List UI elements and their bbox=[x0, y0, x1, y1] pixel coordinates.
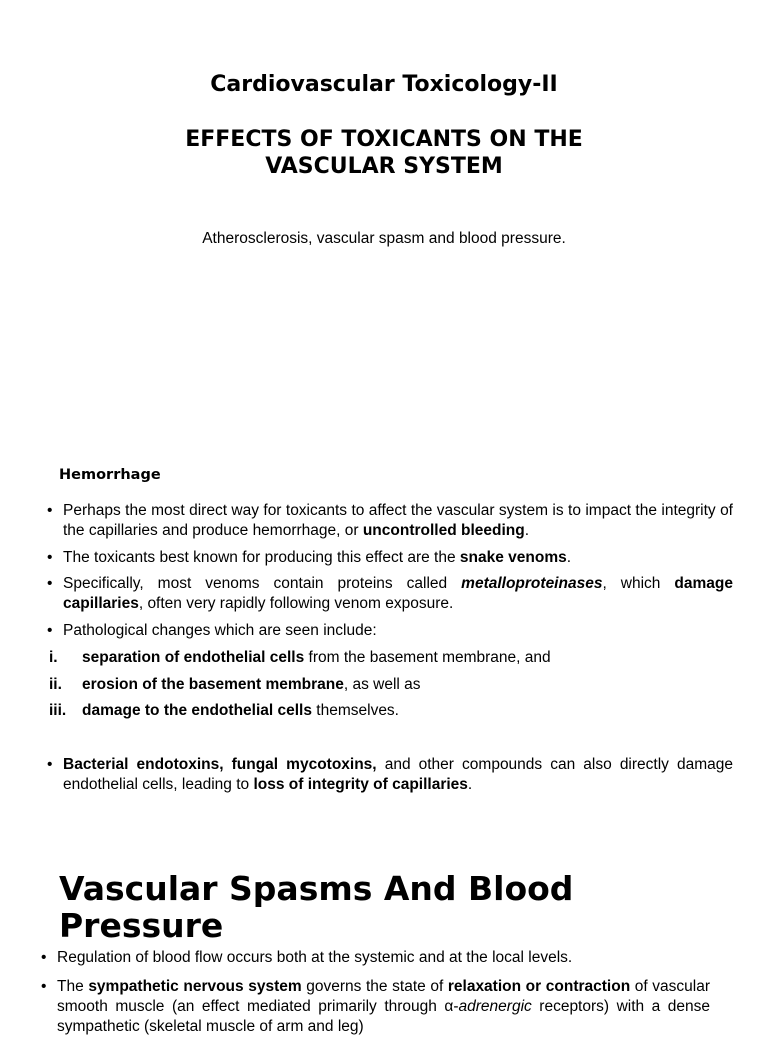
hemorrhage-heading: Hemorrhage bbox=[59, 467, 161, 483]
bullet-marker: • bbox=[47, 622, 53, 639]
bullet-marker: • bbox=[47, 549, 53, 566]
vascular-spasms-heading: Vascular Spasms And Blood Pressure bbox=[59, 869, 574, 945]
text-run: and other compounds can also directly damage endothelial cells, leading to bbox=[63, 756, 733, 793]
text-bold: Bacterial endotoxins, fungal mycotoxins, bbox=[63, 756, 377, 773]
text-run: Perhaps the most direct way for toxicants to affect the vascular system is to impact the integrity of the capillaries and produce hemorrhage, or bbox=[63, 502, 733, 539]
slide-title: Cardiovascular Toxicology-II bbox=[210, 72, 558, 97]
text-bold: separation of endothelial cells bbox=[82, 649, 305, 666]
bullet-marker: • bbox=[41, 949, 47, 966]
text-bold: erosion of the basement membrane bbox=[82, 676, 344, 693]
text-run: Regulation of blood flow occurs both at the systemic and at the local levels. bbox=[57, 949, 573, 966]
text-italic: adrenergic bbox=[458, 998, 532, 1015]
text-bold-italic: metalloproteinases bbox=[461, 575, 603, 592]
text-run: governs the state of bbox=[301, 978, 448, 995]
text-bold: snake venoms bbox=[459, 549, 567, 566]
text-bold: sympathetic nervous system bbox=[88, 978, 302, 995]
vascular-bullet-2 bbox=[41, 977, 710, 1037]
text-run: . bbox=[524, 522, 530, 539]
hemorrhage-bullet-5 bbox=[47, 755, 733, 795]
list-item-2 bbox=[49, 675, 732, 695]
bullet-marker: • bbox=[47, 502, 53, 519]
text-run: , which bbox=[602, 575, 675, 592]
vascular-bullet-1 bbox=[41, 948, 733, 968]
text-run: The toxicants best known for producing this effect are the bbox=[63, 549, 460, 566]
text-run: , often very rapidly following venom exposure. bbox=[138, 595, 454, 612]
text-bold: damage to the endothelial cells bbox=[82, 702, 312, 719]
list-item-1 bbox=[49, 648, 732, 668]
hemorrhage-bullet-2 bbox=[47, 548, 733, 568]
text-run: . bbox=[566, 549, 572, 566]
list-number: i. bbox=[49, 649, 58, 666]
text-run: receptors) with a dense sympathetic (skeletal muscle of arm and leg) bbox=[57, 998, 710, 1035]
text-run: Specifically, most venoms contain proteins called bbox=[63, 575, 462, 592]
text-bold: damage capillaries bbox=[63, 575, 733, 612]
slide-subtitle: Atherosclerosis, vascular spasm and blood pressure. bbox=[202, 230, 566, 247]
hemorrhage-bullet-3 bbox=[47, 574, 733, 614]
section-heading-line1: EFFECTS OF TOXICANTS ON THE bbox=[185, 127, 583, 152]
text-run: themselves. bbox=[311, 702, 399, 719]
text-bold: loss of integrity of capillaries bbox=[253, 776, 468, 793]
text-run: . bbox=[467, 776, 473, 793]
list-number: iii. bbox=[49, 702, 67, 719]
hemorrhage-bullet-4 bbox=[47, 621, 733, 641]
list-number: ii. bbox=[49, 676, 62, 693]
text-run: Pathological changes which are seen include: bbox=[63, 622, 377, 639]
bullet-marker: • bbox=[47, 756, 53, 773]
text-run: The bbox=[57, 978, 89, 995]
section-heading bbox=[0, 126, 768, 180]
text-bold: relaxation or contraction bbox=[447, 978, 631, 995]
hemorrhage-bullet-1 bbox=[47, 501, 733, 541]
list-item-3 bbox=[49, 701, 732, 721]
section-heading-line2: VASCULAR SYSTEM bbox=[265, 154, 503, 179]
bullet-marker: • bbox=[41, 978, 47, 995]
text-run: from the basement membrane, and bbox=[304, 649, 551, 666]
text-run: of vascular smooth muscle (an effect mediated primarily through α- bbox=[57, 978, 710, 1015]
bullet-marker: • bbox=[47, 575, 53, 592]
text-bold: uncontrolled bleeding bbox=[362, 522, 525, 539]
text-run: , as well as bbox=[343, 676, 421, 693]
